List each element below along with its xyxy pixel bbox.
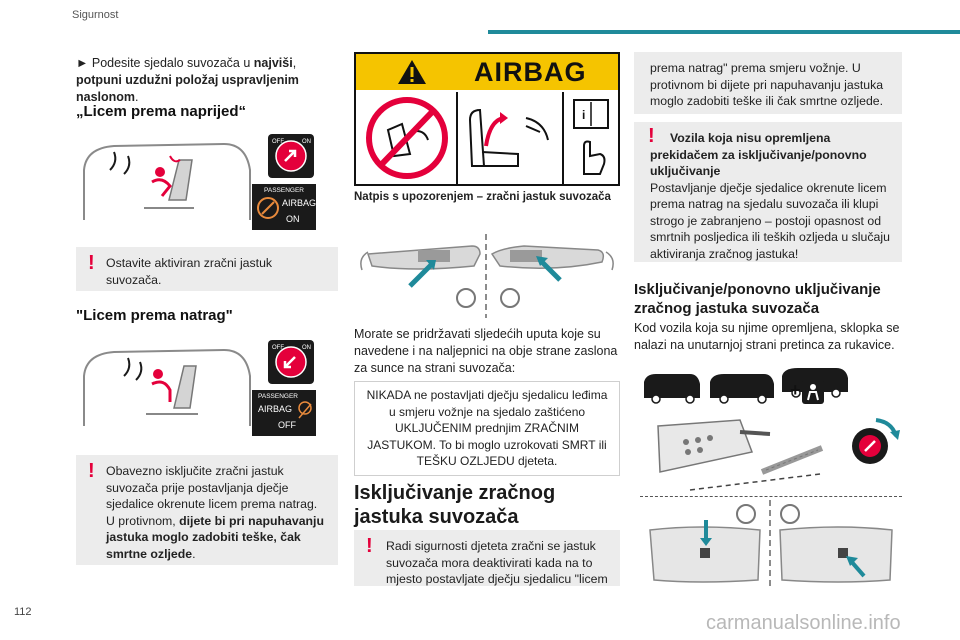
airbag-warning-label [354, 52, 620, 186]
heading-rear: "Licem prema natrag" [76, 307, 233, 324]
warning-rear: ! Obavezno isključite zračni jastuk suvozača prije postavljanja dječje sjedalice okrenute licem prema natrag. U protivnom, dijete bi pri napuhavanju jastuka moglo zadobiti teške, čak smrtne ozljede. [76, 455, 338, 565]
read-manual-icon [568, 98, 614, 182]
bullet-arrow: ► [76, 56, 89, 70]
van-forward-illustration [74, 130, 254, 230]
van-models-icons [640, 368, 900, 408]
svg-text:i: i [582, 108, 586, 122]
heading-switch: Isključivanje/ponovno uključivanje zračnog jastuka suvozača [634, 281, 881, 317]
intro-paragraph: ► Podesite sjedalo suvozača u najviši, potpuni uzdužni položaj uspravljenim naslonom. [76, 56, 299, 104]
warning-triangle-icon [396, 58, 428, 86]
section-accent-bar [488, 30, 960, 34]
warning-exclamation-icon: ! [88, 252, 95, 274]
page-number: 112 [14, 606, 32, 618]
van-rear-illustration [74, 336, 254, 436]
heading-deactivation: Isključivanje zračnog jastuka suvozača [354, 482, 556, 528]
section-title: Sigurnost [72, 9, 119, 21]
svg-text:ON: ON [302, 345, 311, 351]
passenger-airbag-on-indicator: PASSENGER AIRBAG ON [252, 184, 316, 230]
switch-location-text: Kod vozila koja su njime opremljena, sklopka se nalazi na unutarnjoj strani pretinca za rukavice. [634, 321, 900, 352]
warning-deactivation: ! Radi sigurnosti djeteta zračni se jastuk suvozača mora deaktivirati kada na to mjesto postavljate dječju sjedalicu "licem [354, 530, 620, 586]
person-seat-icon [802, 380, 824, 404]
airbag-off-indicator-icon [296, 400, 314, 422]
no-rear-facing-seat-icon [362, 94, 452, 182]
warning-exclamation-icon: ! [366, 535, 373, 557]
airbag-label-caption: Natpis s upozorenjem – zračni jastuk suvozača [354, 191, 611, 203]
sun-visor-label-illustration [354, 224, 620, 320]
visor-warning-box: NIKADA ne postavljati dječju sjedalicu leđima u smjeru vožnje na sjedalo zaštićeno UKLJUČENIM prednjim ZRAČNIM JASTUKOM. To bi moglo uzrokovati SMRT ili TEŠKU OZLJEDU djeteta. [354, 381, 620, 476]
dashboard-glovebox-illustration [640, 500, 902, 586]
footer-watermark: carmanualsonline.info [706, 612, 901, 634]
warning-exclamation-icon: ! [88, 460, 95, 482]
airbag-label-banner: AIRBAG [356, 54, 618, 90]
warning-forward: ! Ostavite aktiviran zračni jastuk suvozača. [76, 247, 338, 291]
glovebox-switch-illustration [640, 412, 902, 492]
airbag-off-switch-icon [268, 340, 314, 384]
warning-no-switch [634, 122, 902, 262]
warning-deactivation-continued: prema natrag" prema smjeru vožnje. U protivnom bi dijete pri napuhavanju jastuka moglo zadobiti teške ili čak smrtne ozljede. [634, 52, 902, 114]
airbag-on-switch-icon [268, 134, 314, 178]
airbag-deploy-diagram-icon [460, 96, 560, 182]
warning-no-switch-title: Vozila koja nisu opremljena prekidačem za isključivanje/ponovno uključivanje [650, 131, 867, 178]
svg-text:OFF: OFF [272, 139, 284, 145]
heading-forward: „Licem prema naprijed“ [76, 103, 247, 120]
warning-no-switch-body: Postavljanje dječje sjedalice okrenute licem prema natrag na sjedalu suvozača ili klupi strogo je zabranjeno – postoji opasnost od smrtnih posljedica ili teških ozljeda u slučaju aktiviranja zračnog jastuka! [650, 180, 890, 261]
visor-instructions-text: Morate se pridržavati sljedećih uputa koje su navedene i na naljepnici na obje strane zaslona za sunce na strani suvozača: [354, 327, 618, 375]
plus-sign: + [790, 380, 801, 400]
svg-text:OFF: OFF [272, 345, 284, 351]
svg-text:ON: ON [302, 139, 311, 145]
airbag-on-indicator-icon [256, 196, 280, 220]
passenger-airbag-off-indicator: PASSENGER AIRBAG OFF [252, 390, 316, 436]
warning-exclamation-icon: ! [648, 125, 655, 147]
